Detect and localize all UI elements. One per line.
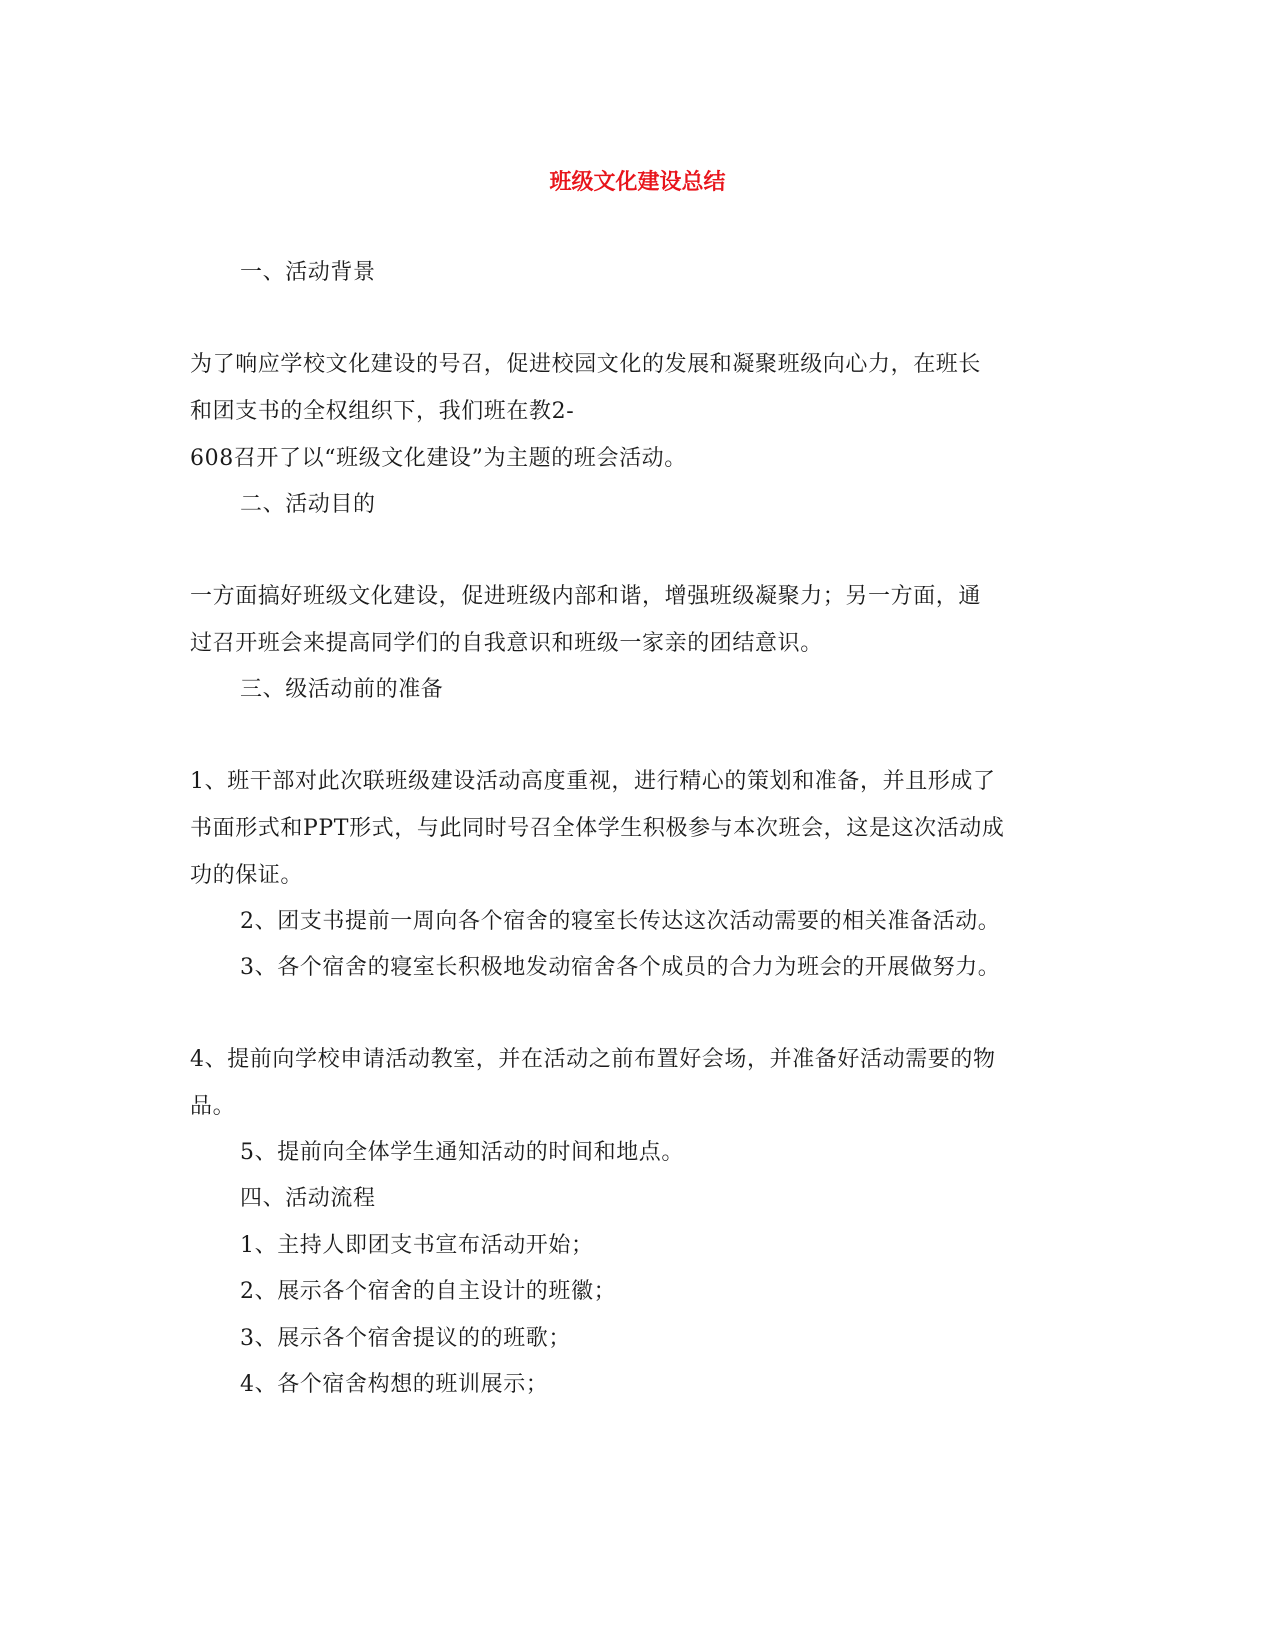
list-item-line: 5、提前向全体学生通知活动的时间和地点。 [240, 1140, 684, 1165]
list-item-line: 4、各个宿舍构想的班训展示； [240, 1372, 549, 1397]
paragraph-line: 为了响应学校文化建设的号召，促进校园文化的发展和凝聚班级向心力，在班长 [190, 352, 982, 377]
list-item-line: 书面形式和PPT形式，与此同时号召全体学生积极参与本次班会，这是这次活动成 [190, 816, 1005, 841]
paragraph-line: 一方面搞好班级文化建设，促进班级内部和谐，增强班级凝聚力；另一方面，通 [190, 584, 982, 609]
list-item-line: 1、班干部对此次联班级建设活动高度重视，进行精心的策划和准备，并且形成了 [190, 769, 996, 794]
paragraph-line: 过召开班会来提高同学们的自我意识和班级一家亲的团结意识。 [190, 631, 823, 656]
document-title: 班级文化建设总结 [549, 170, 726, 195]
list-item-line: 3、各个宿舍的寝室长积极地发动宿舍各个成员的合力为班会的开展做努力。 [240, 955, 1001, 980]
paragraph-line: 608召开了以“班级文化建设”为主题的班会活动。 [190, 446, 687, 471]
section-heading-preparation: 三、级活动前的准备 [240, 677, 444, 702]
list-item-line: 4、提前向学校申请活动教室，并在活动之前布置好会场，并准备好活动需要的物 [190, 1047, 996, 1072]
list-item-line: 2、团支书提前一周向各个宿舍的寝室长传达这次活动需要的相关准备活动。 [240, 909, 1001, 934]
list-item-line: 品。 [190, 1094, 236, 1119]
list-item-line: 功的保证。 [190, 863, 304, 888]
paragraph-line: 和团支书的全权组织下，我们班在教2- [190, 399, 575, 424]
list-item-line: 1、主持人即团支书宣布活动开始； [240, 1233, 594, 1258]
section-heading-purpose: 二、活动目的 [240, 492, 376, 517]
list-item-line: 3、展示各个宿舍提议的的班歌； [240, 1326, 571, 1351]
list-item-line: 2、展示各个宿舍的自主设计的班徽； [240, 1279, 617, 1304]
section-heading-process: 四、活动流程 [240, 1186, 376, 1211]
section-heading-background: 一、活动背景 [240, 260, 376, 285]
